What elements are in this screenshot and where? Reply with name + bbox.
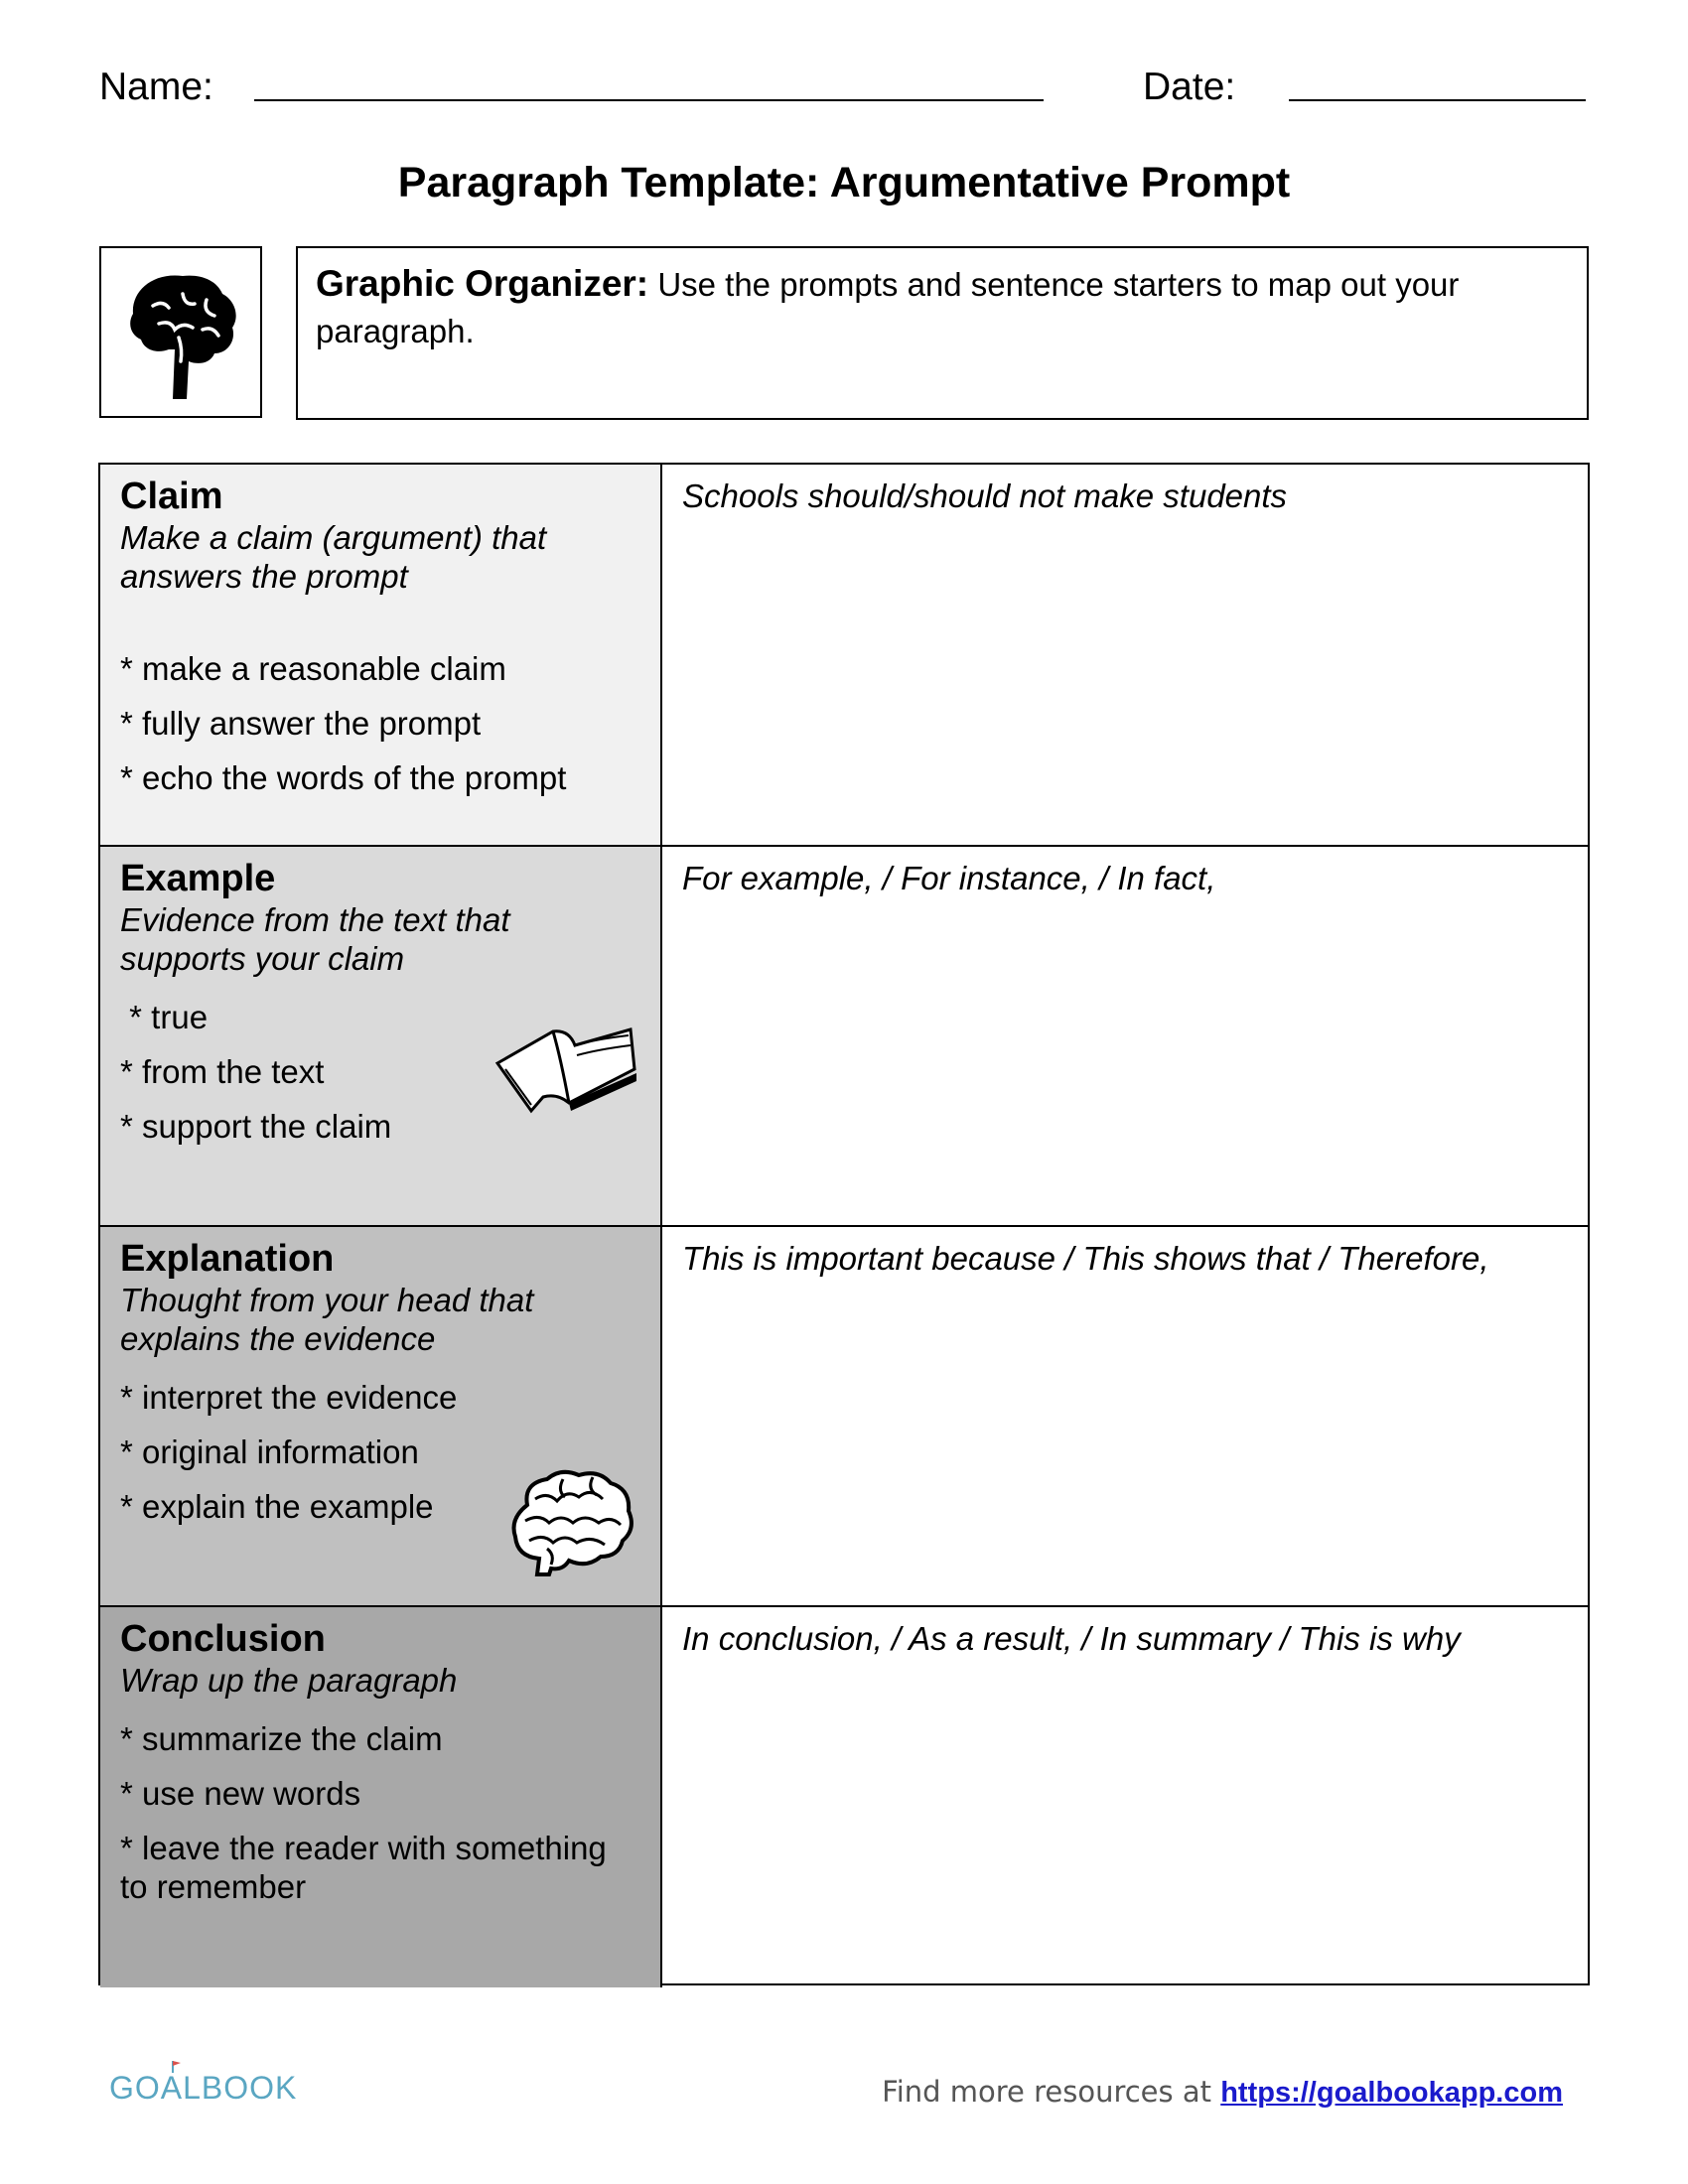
- brain-icon: [507, 1465, 636, 1576]
- organizer-text: Use the prompts and sentence starters to map out your paragraph.: [316, 266, 1460, 349]
- organizer-instructions: [296, 246, 1589, 420]
- claim-prompt-cell: [100, 465, 662, 845]
- example-bullet: * true: [120, 999, 209, 1035]
- conclusion-answer-cell[interactable]: [662, 1607, 1588, 1987]
- claim-title: Claim: [120, 476, 223, 517]
- name-date-row: [99, 60, 1589, 119]
- svg-text:GOALBOOK: GOALBOOK: [109, 2070, 298, 2106]
- explanation-sentence-starter: This is important because / This shows that / Therefore,: [682, 1240, 1489, 1277]
- example-sentence-starter: For example, / For instance, / In fact,: [682, 860, 1216, 896]
- claim-subtitle: Make a claim (argument) that answers the prompt: [120, 519, 547, 595]
- example-subtitle: Evidence from the text that supports your claim: [120, 901, 510, 977]
- conclusion-bullet: * use new words: [120, 1775, 361, 1812]
- footer-resources: [882, 2075, 1563, 2110]
- open-book-icon: [492, 1016, 640, 1115]
- name-field-line[interactable]: [254, 99, 1044, 101]
- explanation-prompt-cell: [100, 1227, 662, 1607]
- paragraph-organizer-table: [98, 463, 1590, 1985]
- explanation-row: [100, 1225, 1588, 1607]
- example-prompt-cell: [100, 847, 662, 1227]
- example-title: Example: [120, 858, 276, 899]
- conclusion-sentence-starter: In conclusion, / As a result, / In summary / This is why: [682, 1620, 1461, 1657]
- explanation-bullet: * explain the example: [120, 1488, 434, 1525]
- footer-text: Find more resources at: [882, 2075, 1211, 2109]
- claim-sentence-starter: Schools should/should not make students: [682, 478, 1288, 514]
- conclusion-title: Conclusion: [120, 1618, 326, 1660]
- claim-bullet: * echo the words of the prompt: [120, 759, 567, 796]
- explanation-title: Explanation: [120, 1238, 335, 1280]
- explanation-answer-cell[interactable]: [662, 1227, 1588, 1607]
- conclusion-bullet: * summarize the claim: [120, 1720, 443, 1757]
- brain-head-icon: [123, 266, 242, 405]
- example-row: [100, 845, 1588, 1227]
- claim-bullet: * make a reasonable claim: [120, 650, 506, 687]
- goalbook-logo: [109, 2057, 298, 2107]
- page-title: Paragraph Template: Argumentative Prompt: [397, 159, 1291, 206]
- footer-link[interactable]: https://goalbookapp.com: [1220, 2077, 1563, 2109]
- explanation-bullet: * original information: [120, 1433, 419, 1470]
- claim-row: [100, 465, 1588, 845]
- conclusion-row: [100, 1605, 1588, 1987]
- head-icon-box: [99, 246, 262, 418]
- explanation-subtitle: Thought from your head that explains the evidence: [120, 1282, 534, 1357]
- example-bullet: * support the claim: [120, 1108, 392, 1145]
- explanation-bullet: * interpret the evidence: [120, 1379, 458, 1416]
- name-label: Name:: [99, 66, 213, 108]
- conclusion-bullet: * leave the reader with something to remember: [120, 1830, 607, 1905]
- date-label: Date:: [1143, 66, 1236, 108]
- claim-bullet: * fully answer the prompt: [120, 705, 482, 742]
- claim-answer-cell[interactable]: [662, 465, 1588, 845]
- example-answer-cell[interactable]: [662, 847, 1588, 1227]
- conclusion-prompt-cell: [100, 1607, 662, 1987]
- date-field-line[interactable]: [1289, 99, 1586, 101]
- organizer-heading: Graphic Organizer:: [316, 263, 649, 304]
- conclusion-subtitle: Wrap up the paragraph: [120, 1662, 458, 1699]
- example-bullet: * from the text: [120, 1053, 325, 1090]
